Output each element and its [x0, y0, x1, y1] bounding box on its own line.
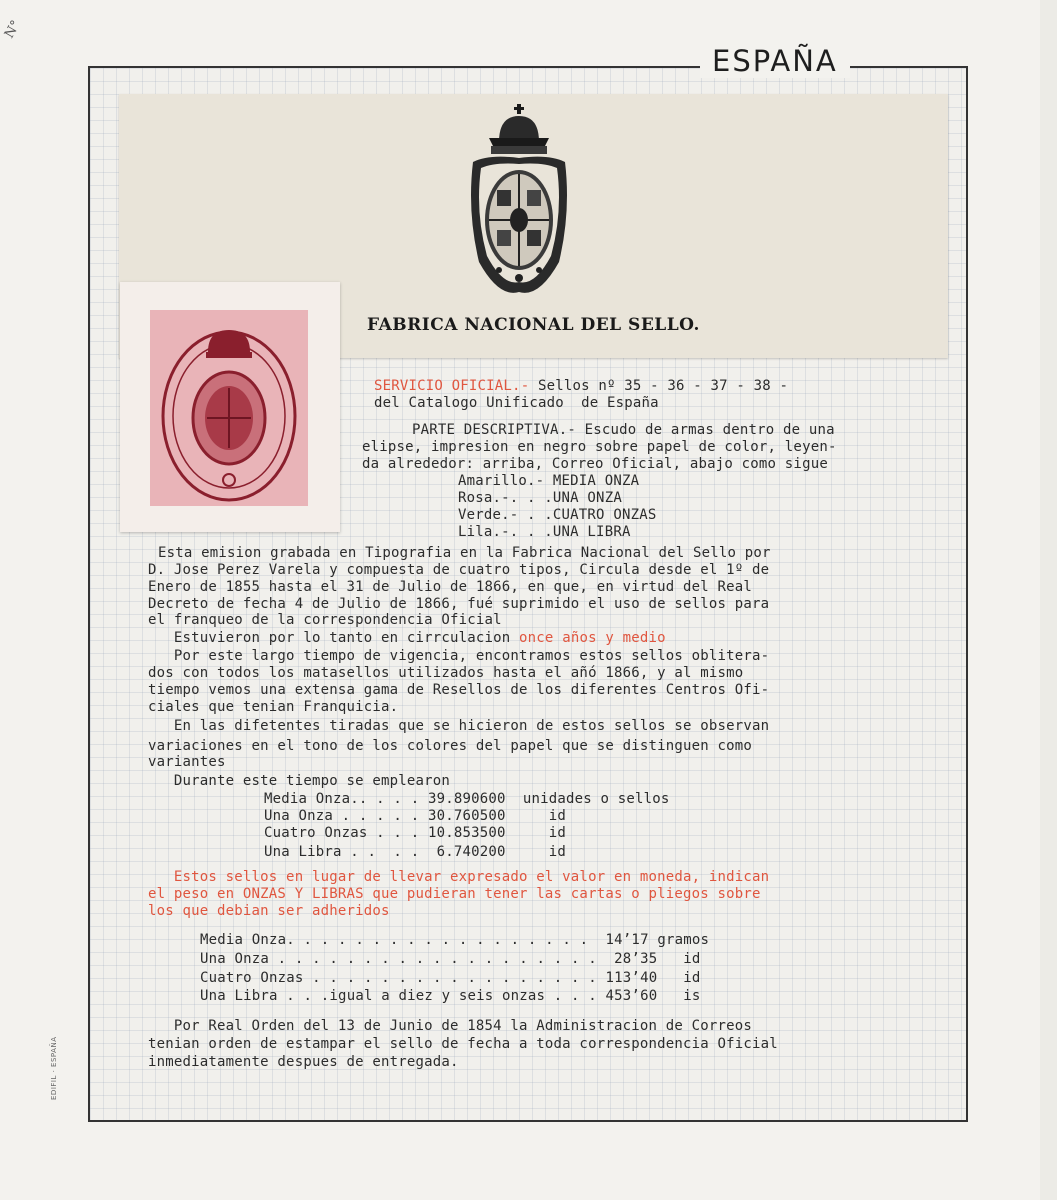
color-item: Amarillo.- MEDIA ONZA: [458, 473, 640, 489]
color-item: Rosa.-. . .UNA ONZA: [458, 490, 622, 506]
real-orden-line: tenian orden de estampar el sello de fecha a toda correspondencia Oficial: [148, 1036, 778, 1052]
weight-row: Una Onza . . . . . . . . . . . . . . . . . . . 28’35 id: [200, 951, 701, 967]
emission-line: Esta emision grabada en Tipografia en la Fabrica Nacional del Sello por: [158, 545, 771, 561]
color-item: Verde.- . .CUATRO ONZAS: [458, 507, 657, 523]
color-item: Lila.-. . .UNA LIBRA: [458, 524, 631, 540]
quantity-row: Una Onza . . . . . 30.760500 id: [264, 808, 567, 824]
circulation-line: [148, 630, 666, 647]
emission-line: Enero de 1855 hasta el 31 de Julio de 1866, en que, en virtud del Real: [148, 579, 753, 595]
quantity-row: Una Libra . . . . 6.740200 id: [264, 844, 567, 860]
publisher-label: EDIFIL · ESPAÑA: [50, 1036, 58, 1100]
weight-row: Cuatro Onzas . . . . . . . . . . . . . . . . . 113’40 id: [200, 970, 701, 986]
vigencia-line: tiempo vemos una extensa gama de Resellos de los diferentes Centros Ofi-: [148, 682, 770, 698]
desc-line: elipse, impresion en negro sobre papel de color, leyen-: [362, 439, 837, 455]
emission-line: D. Jose Perez Varela y compuesta de cuatro tipos, Circula desde el 1º de: [148, 562, 770, 578]
real-orden-line: Por Real Orden del 13 de Junio de 1854 la Administracion de Correos: [148, 1018, 753, 1034]
desc-line: PARTE DESCRIPTIVA.- Escudo de armas dentro de una: [412, 422, 835, 438]
tiradas-line: variaciones en el tono de los colores del papel que se distinguen como: [148, 738, 753, 754]
country-heading: ESPAÑA: [700, 44, 850, 78]
intro-line: [374, 378, 788, 395]
peso-line: el peso en ONZAS Y LIBRAS que pudieran tener las cartas o pliegos sobre: [148, 886, 761, 902]
emission-line: el franqueo de la correspondencia Oficial: [148, 612, 502, 628]
circulation-red: once años y medio: [519, 630, 666, 646]
corner-mark: N°: [1, 18, 24, 41]
weight-row: Una Libra . . .igual a diez y seis onzas . . . 453’60 is: [200, 988, 701, 1004]
stamp-design: [150, 310, 308, 506]
peso-line: los que debian ser adheridos: [148, 903, 390, 919]
tiradas-line: En las difetentes tiradas que se hicieron de estos sellos se observan: [148, 718, 770, 734]
desc-line: da alrededor: arriba, Correo Oficial, abajo como sigue: [362, 456, 828, 472]
circulation-prefix: Estuvieron por lo tanto en cirrculacion: [148, 630, 520, 646]
quantity-row: Media Onza.. . . . 39.890600 unidades o sellos: [264, 791, 670, 807]
vigencia-line: dos con todos los matasellos utilizados hasta el añó 1866, y al mismo: [148, 665, 744, 681]
clipping-title: FABRICA NACIONAL DEL SELLO.: [367, 315, 700, 335]
coat-of-arms-icon: [459, 102, 609, 302]
intro-line-2: del Catalogo Unificado de España: [374, 395, 659, 411]
peso-line: Estos sellos en lugar de llevar expresado el valor en moneda, indican: [148, 869, 770, 885]
emission-line: Decreto de fecha 4 de Julio de 1866, fué suprimido el uso de sellos para: [148, 596, 770, 612]
vigencia-line: Por este largo tiempo de vigencia, encontramos estos sellos oblitera-: [148, 648, 770, 664]
stamp-una-libra: [150, 310, 308, 506]
intro-red: SERVICIO OFICIAL.-: [374, 378, 530, 394]
vigencia-line: ciales que tenian Franquicia.: [148, 699, 399, 715]
real-orden-line: inmediatamente despues de entregada.: [148, 1054, 459, 1070]
intro-rest: Sellos nº 35 - 36 - 37 - 38 -: [529, 378, 789, 394]
weight-row: Media Onza. . . . . . . . . . . . . . . . . . 14’17 gramos: [200, 932, 710, 948]
tiradas-line: variantes: [148, 754, 226, 770]
durante-line: Durante este tiempo se emplearon: [148, 773, 451, 789]
stamp-mount: [120, 282, 340, 532]
quantity-row: Cuatro Onzas . . . 10.853500 id: [264, 825, 567, 841]
